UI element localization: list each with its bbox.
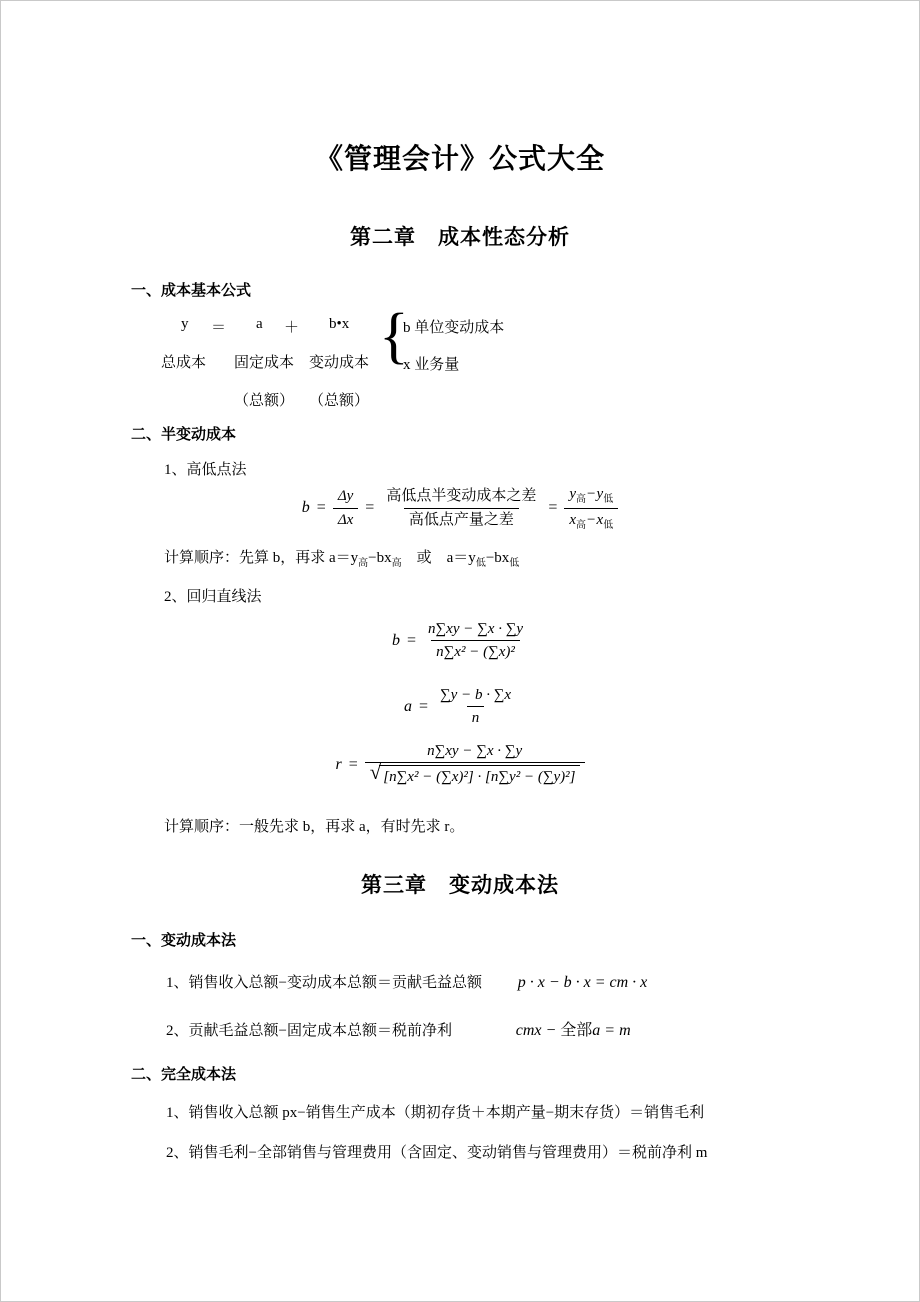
section-heading-semi-variable-cost: 二、半变动成本 — [131, 426, 237, 443]
order-text: 计算顺序：先算 b，再求 a＝y — [164, 550, 359, 566]
math-subscript: 低 — [475, 558, 486, 569]
hl-frac-delta-den: Δx — [333, 508, 358, 530]
reg-b-eq: = — [406, 631, 416, 649]
sqrt-radical-glyph: √ — [369, 760, 382, 785]
label-variable-cost: 变动成本 — [309, 355, 370, 371]
math-minus: − — [587, 486, 596, 502]
math-subscript: 低 — [509, 558, 520, 569]
math-subscript: 高 — [391, 558, 402, 569]
calc-order-line-1 — [164, 546, 519, 569]
reg-r-eq: = — [348, 755, 358, 773]
math-fragment: a = m — [592, 1022, 631, 1039]
math-var: y — [596, 486, 604, 502]
reg-r-lhs: r — [335, 755, 342, 773]
reg-r-num: n∑xy − ∑x · ∑y — [427, 743, 523, 759]
item-text: 2、贡献毛益总额−固定成本总额＝税前净利 — [166, 1023, 452, 1039]
chapter-2-heading: 第二章 成本性态分析 — [350, 226, 570, 249]
reg-a-frac — [435, 685, 516, 729]
reg-b-num: n∑xy − ∑x · ∑y — [427, 621, 524, 637]
math-subscript: 高 — [576, 519, 587, 531]
math-var: y — [569, 486, 577, 502]
reg-a-num: ∑y − b · ∑x — [439, 687, 512, 703]
variable-costing-item-1 — [166, 971, 647, 992]
variable-costing-item-2 — [166, 1017, 631, 1040]
regression-r-formula — [1, 741, 919, 789]
math-subscript: 高 — [358, 558, 369, 569]
formula-equals-sign: ＝ — [211, 320, 227, 336]
formula-term-bx: b•x — [329, 316, 350, 332]
order-text: −bx — [368, 550, 392, 566]
reg-a-eq: = — [418, 697, 428, 715]
label-fixed-cost: 固定成本 — [234, 355, 295, 371]
brace-label-unit-variable-cost: b 单位变动成本 — [403, 320, 505, 336]
calc-order-line-2: 计算顺序：一般先求 b，再求 a，有时先求 r。 — [164, 819, 465, 835]
reg-r-frac — [365, 741, 585, 789]
hl-frac-highlow — [564, 484, 618, 532]
hl-eq2: = — [365, 499, 375, 516]
hl-eq3: = — [548, 499, 558, 516]
note-total-amount-a: （总额） — [234, 393, 295, 409]
chapter-3-heading: 第三章 变动成本法 — [361, 874, 559, 897]
document-title: 《管理会计》公式大全 — [314, 143, 605, 174]
high-low-formula — [1, 484, 919, 532]
item-math — [516, 1022, 631, 1039]
reg-a-den: n — [467, 706, 485, 728]
hl-lhs: b — [301, 499, 310, 516]
regression-a-formula — [1, 685, 919, 729]
section-heading-variable-costing: 一、变动成本法 — [131, 932, 237, 949]
reg-r-den — [365, 762, 585, 788]
math-subscript: 低 — [603, 519, 614, 531]
reg-b-den: n∑x² − (∑x)² — [431, 640, 520, 662]
reg-b-lhs: b — [391, 631, 400, 649]
note-total-amount-bx: （总额） — [309, 393, 370, 409]
full-costing-item-2: 2、销售毛利−全部销售与管理费用（含固定、变动销售与管理费用）＝税前净利 m — [166, 1145, 708, 1161]
reg-a-lhs: a — [403, 697, 412, 715]
item-regression-method: 2、回归直线法 — [164, 589, 262, 605]
square-root — [369, 760, 580, 787]
hl-frac-delta — [333, 486, 358, 530]
math-subscript: 低 — [603, 494, 614, 505]
hl-frac-cjk — [381, 486, 541, 530]
formula-term-y: y — [181, 316, 189, 332]
order-text: 或 a＝y — [401, 550, 476, 566]
label-total-cost: 总成本 — [161, 355, 207, 371]
section-heading-full-costing: 二、完全成本法 — [131, 1066, 237, 1083]
formula-term-a: a — [256, 316, 263, 332]
item-text: 1、销售收入总额−变动成本总额＝贡献毛益总额 — [166, 975, 482, 991]
hl-frac-highlow-num — [564, 484, 618, 508]
full-costing-item-1: 1、销售收入总额 px−销售生产成本（期初存货＋本期产量−期末存货）＝销售毛利 — [166, 1105, 705, 1121]
hl-eq1: = — [316, 499, 326, 516]
curly-brace: { — [379, 302, 409, 370]
math-minus: − — [587, 511, 596, 528]
regression-b-formula — [1, 619, 919, 663]
hl-frac-highlow-den — [564, 508, 618, 533]
math-subscript: 高 — [576, 494, 587, 505]
reg-b-frac — [423, 619, 528, 663]
sqrt-radicand: [n∑x² − (∑x)²] · [n∑y² − (∑y)²] — [379, 765, 579, 787]
hl-frac-cjk-num: 高低点半变动成本之差 — [386, 488, 537, 505]
math-cjk-fragment: 全部 — [560, 1022, 593, 1039]
item-math: p · x − b · x = cm · x — [517, 974, 648, 991]
formula-plus-sign: ＋ — [284, 320, 300, 336]
math-var: x — [569, 511, 577, 528]
hl-frac-delta-num: Δy — [337, 488, 354, 505]
basic-cost-formula-block — [151, 302, 651, 421]
brace-label-business-volume: x 业务量 — [403, 357, 460, 373]
math-fragment: cmx − — [515, 1022, 561, 1039]
order-text: −bx — [485, 550, 510, 566]
hl-frac-cjk-den: 高低点产量之差 — [404, 508, 519, 530]
section-heading-basic-formula: 一、成本基本公式 — [131, 282, 252, 299]
item-high-low-method: 1、高低点法 — [164, 462, 247, 478]
math-var: x — [596, 511, 604, 528]
